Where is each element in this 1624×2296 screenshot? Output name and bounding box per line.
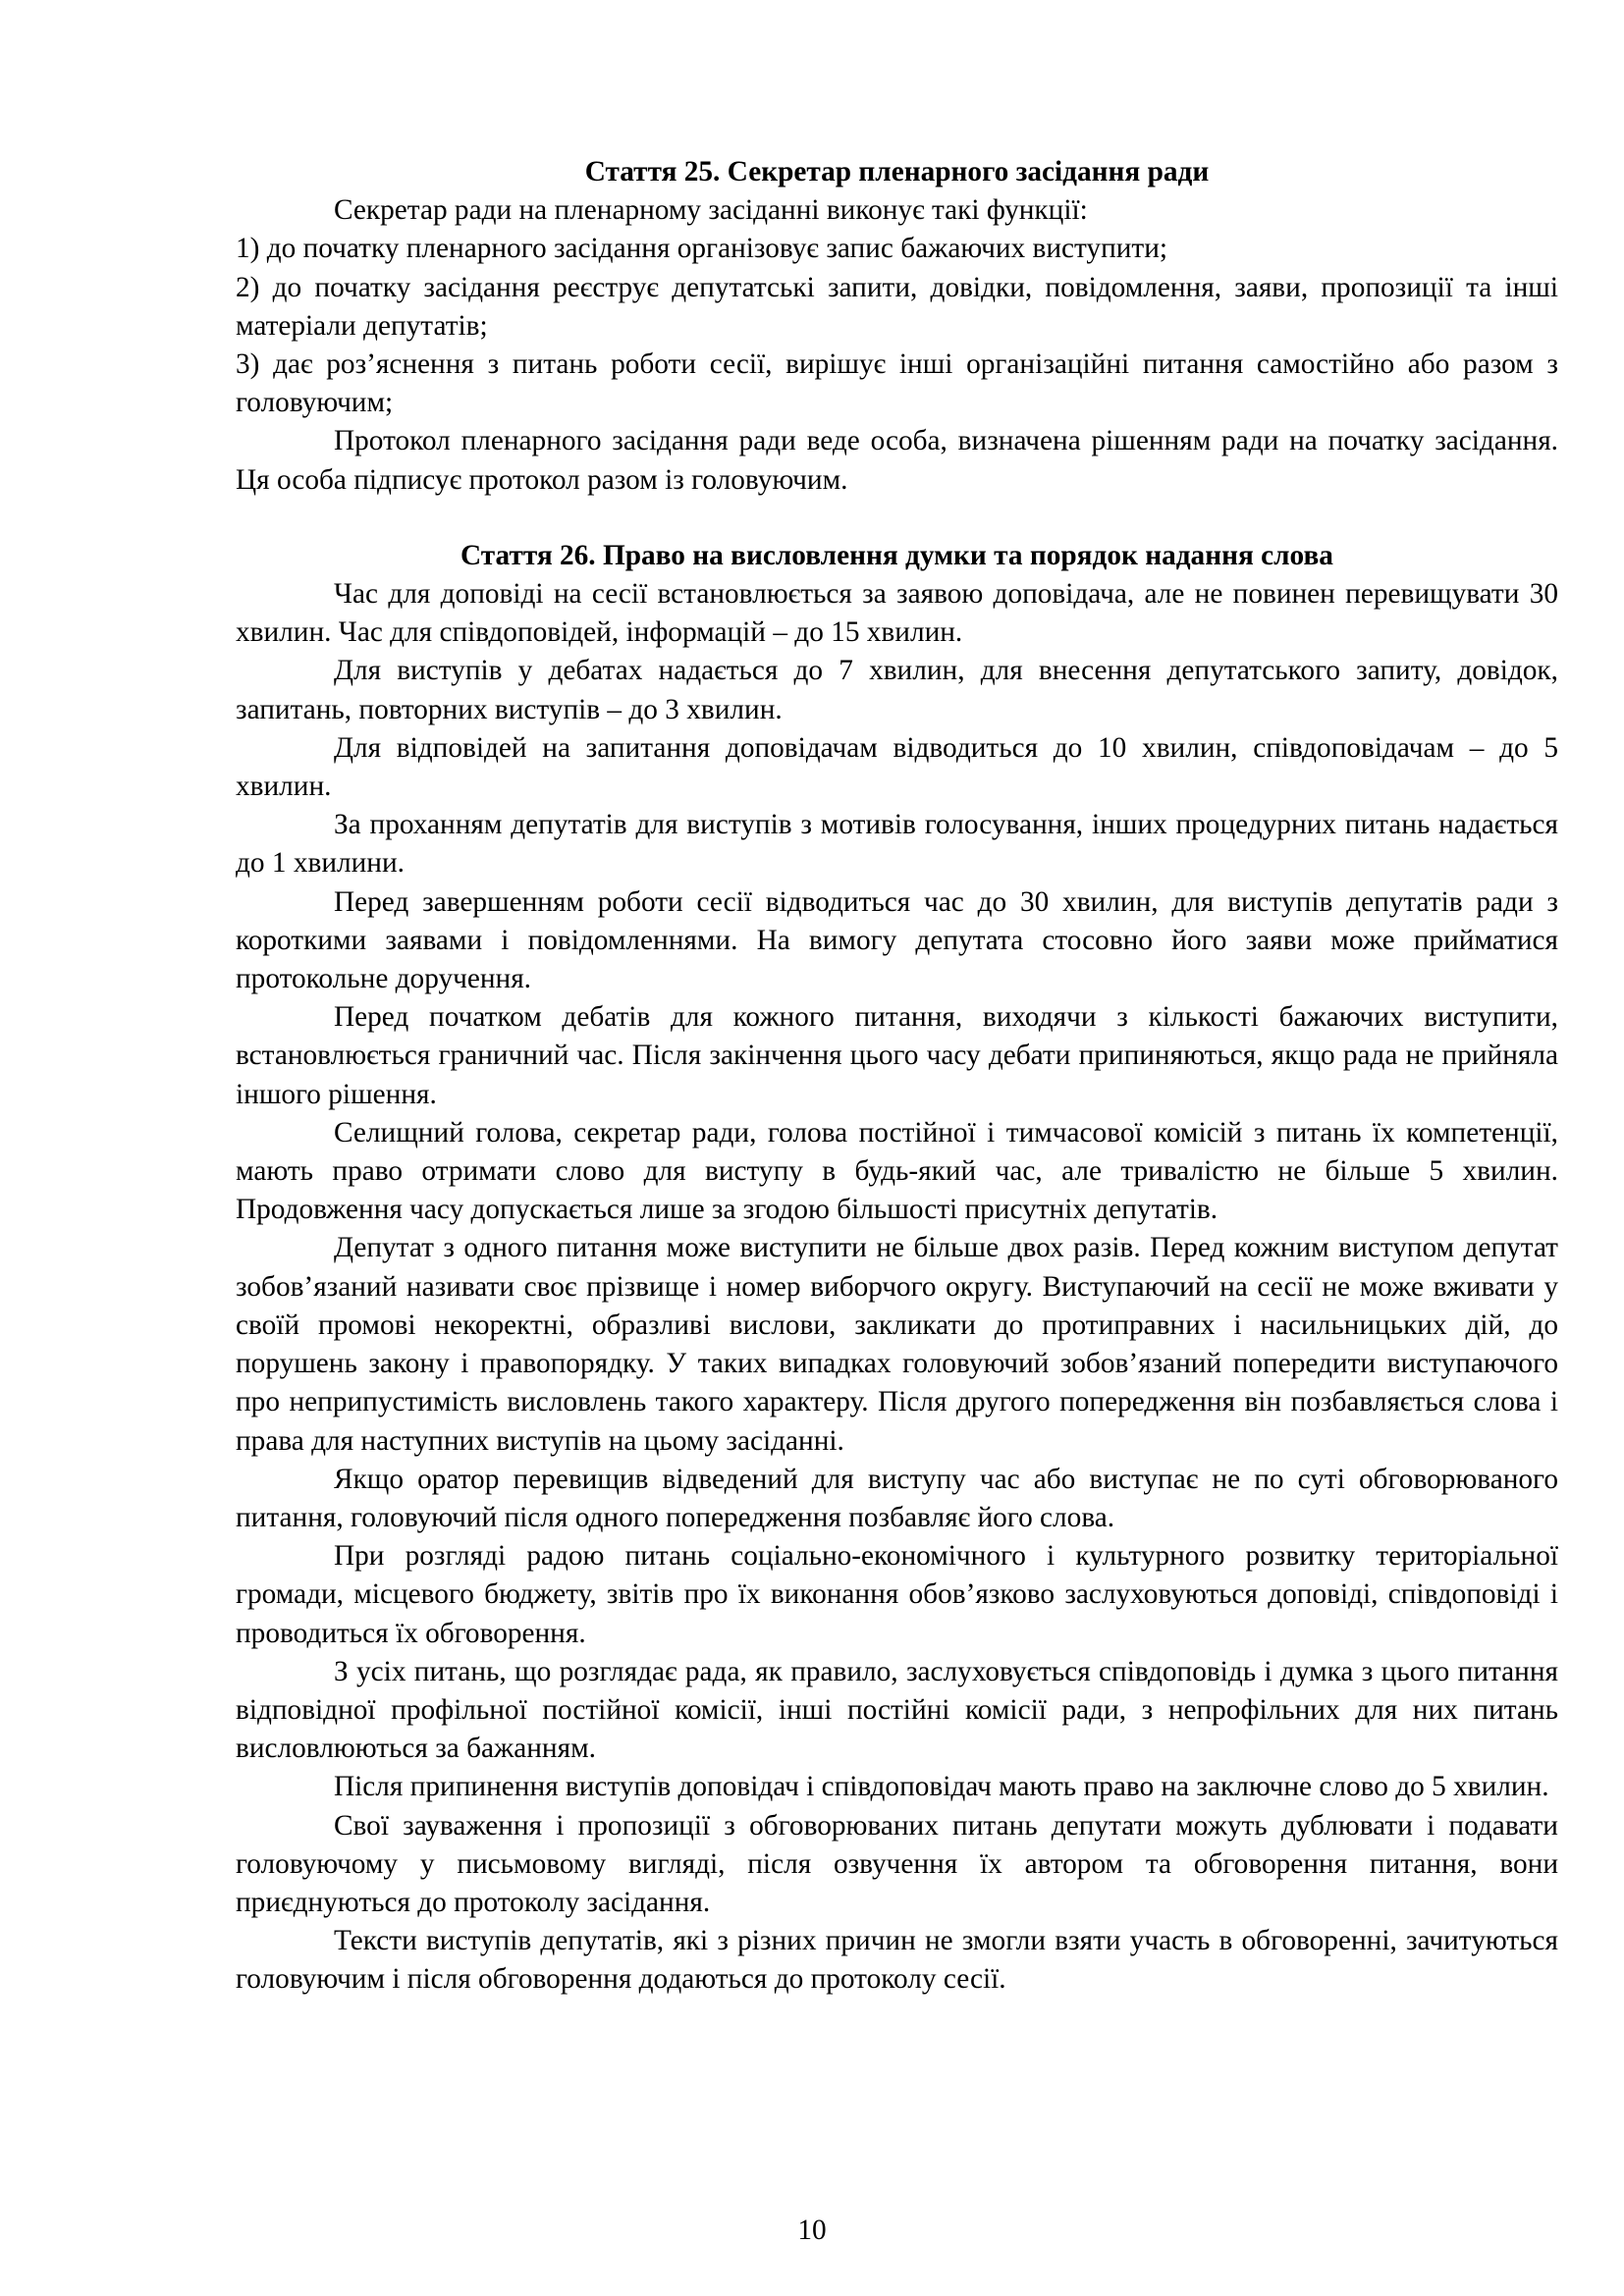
article-26-paragraph: Перед початком дебатів для кожного питання, виходячи з кількості бажаючих виступити, встановлюється граничний час. Після закінчення цього часу дебати припиняються, якщо рада не прийняла іншого рішення. <box>236 1001 1558 1110</box>
article-26-paragraph: Перед завершенням роботи сесії відводиться час до 30 хвилин, для виступів депутатів ради з короткими заявами і повідомленнями. На вимогу депутата стосовно його заяви може прийматися протокольне доручення. <box>236 885 1558 995</box>
article-26-paragraph: Для виступів у дебатах надається до 7 хвилин, для внесення депутатського запиту, довідок, запитань, повторних виступів – до 3 хвилин. <box>236 655 1558 725</box>
article-25-item-3: 3) дає роз’яснення з питань роботи сесії, вирішує інші організаційні питання самостійно або разом з головуючим; <box>236 348 1558 419</box>
article-25-closing: Протокол пленарного засідання ради веде особа, визначена рішенням ради на початку засідання. Ця особа підписує протокол разом із головуючим. <box>236 425 1558 496</box>
article-25-item-2: 2) до початку засідання реєструє депутатські запити, довідки, повідомлення, заяви, пропозиції та інші матеріали депутатів; <box>236 271 1558 342</box>
article-26-paragraph: Для відповідей на запитання доповідачам відводиться до 10 хвилин, співдоповідачам – до 5 хвилин. <box>236 731 1558 803</box>
article-25-intro: Секретар ради на пленарному засіданні виконує такі функції: <box>334 194 1088 227</box>
article-26-paragraph: Селищний голова, секретар ради, голова постійної і тимчасової комісій з питань їх компетенції, мають право отримати слово для виступу в будь-який час, але тривалістю не більше 5 хвилин. Продовження часу допускається лише за згодою більшості присутніх депутатів. <box>236 1116 1558 1226</box>
article-26-paragraph: З усіх питань, що розглядає рада, як правило, заслуховується співдоповідь і думка з цього питання відповідної профільної постійної комісії, інші постійні комісії ради, з непрофільних для них питань висловлюються за бажанням. <box>236 1655 1558 1765</box>
article-26-paragraph: Свої зауваження і пропозиції з обговорюваних питань депутати можуть дублювати і подавати головуючому у письмовому вигляді, після озвучення їх автором та обговорення питання, вони приєднуються до протоколу засідання. <box>236 1809 1558 1918</box>
article-25-item-1: 1) до початку пленарного засідання організовує запис бажаючих виступити; <box>236 233 1168 265</box>
article-26-paragraph: При розгляді радою питань соціально-економічного і культурного розвитку територіальної громади, місцевого бюджету, звітів про їх виконання обов’язково заслуховуються доповіді, співдоповіді і проводиться їх обговорення. <box>236 1540 1558 1649</box>
article-26-paragraph: Після припинення виступів доповідач і співдоповідач мають право на заключне слово до 5 хвилин. <box>334 1771 1549 1803</box>
article-26-paragraph: Якщо оратор перевищив відведений для виступу час або виступає не по суті обговорюваного питання, головуючий після одного попередження позбавляє його слова. <box>236 1463 1558 1533</box>
article-26-paragraph: Час для доповіді на сесії встановлюється за заявою доповідача, але не повинен перевищувати 30 хвилин. Час для співдоповідей, інформацій – до 15 хвилин. <box>236 578 1558 649</box>
document-page <box>236 153 1558 2000</box>
article-26-paragraph: За проханням депутатів для виступів з мотивів голосування, інших процедурних питань надається до 1 хвилини. <box>236 809 1558 880</box>
article-26-heading: Стаття 26. Право на висловлення думки та порядок надання слова <box>460 539 1333 571</box>
article-26-paragraph: Депутат з одного питання може виступити не більше двох разів. Перед кожним виступом депутат зобов’язаний називати своє прізвище і номер виборчого округу. Виступаючий на сесії не може вживати у своїй промові некоректні, образливі вислови, закликати до протиправних і насильницьких дій, до порушень закону і правопорядку. У таких випадках головуючий зобов’язаний попередити виступаючого про неприпустимість висловлень такого характеру. Після другого попередження він позбавляється слова і права для наступних виступів на цьому засіданні. <box>236 1232 1558 1457</box>
article-25-heading: Стаття 25. Секретар пленарного засідання ради <box>584 156 1210 187</box>
page-number: 10 <box>797 2215 827 2246</box>
article-26-paragraph: Тексти виступів депутатів, які з різних причин не змогли взяти участь в обговоренні, зачитуються головуючим і після обговорення додаються до протоколу сесії. <box>236 1925 1558 1996</box>
